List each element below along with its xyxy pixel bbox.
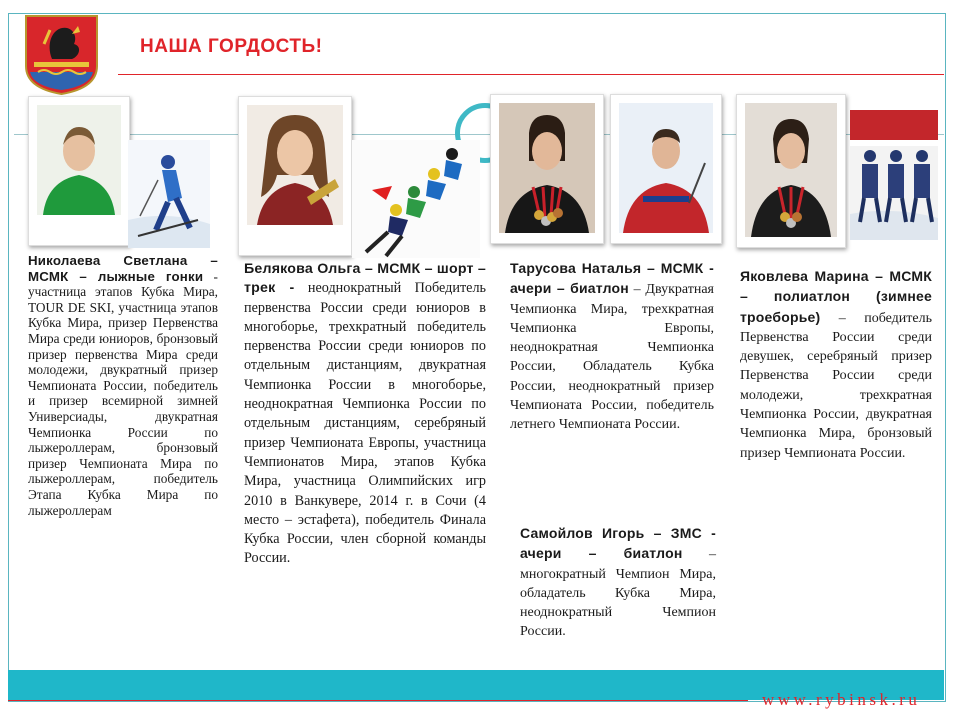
footer-url[interactable]: www.rybinsk.ru bbox=[762, 690, 921, 709]
photo-polyathlon-team bbox=[850, 110, 938, 240]
photo-yakovleva bbox=[736, 94, 846, 248]
athlete-samoylov-text bbox=[520, 524, 716, 642]
page-title: НАША ГОРДОСТЬ! bbox=[140, 36, 323, 57]
athlete-nikolaeva-desc: - участница этапов Кубка Мира, TOUR DE SKI, участница этапов Кубка Мира, призер Первенства Мира среди юниоров, бронзовый призер первенства Мира среди молодежи, двукратный призер Чемпионата России, победитель и призер всемирной зимней Универсиады, двукратная Чемпионка России по лыжероллерам, бронзовый призер Чемпионата Мира по лыжероллерам, победитель Этапа Кубка Мира по лыжероллерам bbox=[28, 268, 218, 518]
city-coat-of-arms bbox=[24, 14, 99, 96]
athlete-belyakova-desc: неоднократный Победитель первенства России среди юниоров в многоборье, трехкратный победитель первенства России среди юниоров по отдельным дистанциям, двукратная Чемпионка России в многоборье, неоднократная Чемпионка России по отдельным дистанциям, серебряный призер Чемпионата Европы, участница Чемпионатов Мира, этапов Кубка Мира, участница Олимпийских игр 2010 в Ванкувере, 2014 г. в Сочи (4 место – эстафета), победитель Финала Кубка России, член сборной команды России. bbox=[244, 280, 486, 567]
athlete-nikolaeva-name: Николаева Светлана – МСМК – лыжные гонки bbox=[28, 253, 218, 284]
title-divider bbox=[118, 74, 944, 75]
athlete-samoylov-name: Самойлов Игорь – ЗМС - ачери – биатлон bbox=[520, 525, 716, 562]
footer-line bbox=[8, 700, 748, 701]
photo-tarusova bbox=[490, 94, 604, 244]
athlete-belyakova-name: Белякова Ольга – МСМК – шорт – трек - bbox=[244, 261, 486, 297]
photo-short-track bbox=[352, 140, 480, 258]
photo-samoylov bbox=[610, 94, 722, 244]
athlete-belyakova-text bbox=[244, 260, 486, 569]
athlete-nikolaeva-text bbox=[28, 253, 218, 518]
athlete-yakovleva-desc: – победитель Первенства России среди девушек, серебряный призер Первенства России среди молодежи, трехкратная Чемпионка России, двукратная Чемпионка Мира, бронзовый призер Чемпионата России. bbox=[740, 310, 932, 461]
athlete-yakovleva-name: Яковлева Марина – МСМК – полиатлон (зимнее троеборье) bbox=[740, 268, 932, 325]
photo-nikolaeva bbox=[28, 96, 130, 246]
photo-skier bbox=[128, 140, 210, 248]
athlete-tarusova-desc: – Двукратная Чемпионка Мира, трехкратная Чемпионка Европы, неоднократная Чемпионка России, Обладатель Кубка России, неоднократный призер Чемпионата России, победитель летнего Чемпионата России. bbox=[510, 282, 714, 433]
athlete-yakovleva-text bbox=[740, 267, 932, 463]
athlete-samoylov-desc: – многократный Чемпион Мира, обладатель Кубка Мира, неоднократный Чемпион России. bbox=[520, 547, 716, 640]
athlete-tarusova-text bbox=[510, 259, 714, 435]
athlete-tarusova-name: Тарусова Наталья – МСМК - ачери – биатлон bbox=[510, 260, 714, 297]
photo-belyakova bbox=[238, 96, 352, 256]
